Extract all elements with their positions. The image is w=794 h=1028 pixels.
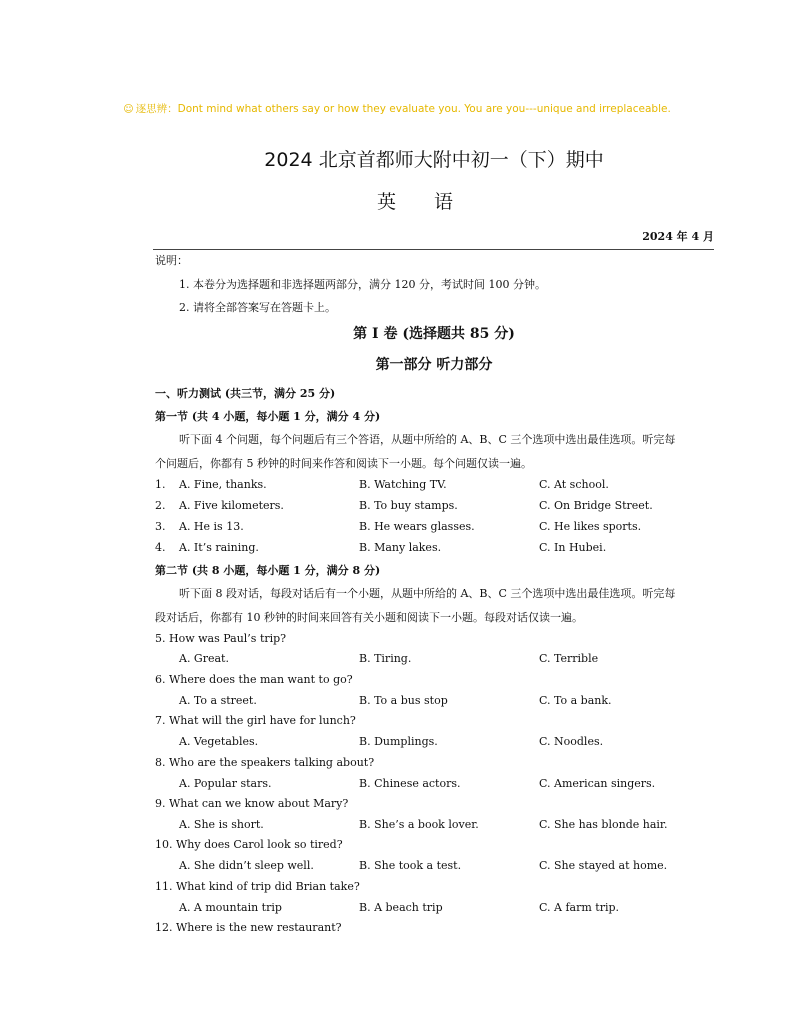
option-a: A. Great. — [179, 652, 229, 665]
sub1-instruction: 个问题后，你都有 5 秒钟的时间来作答和阅读下一小题。每个问题仅读一遍。 — [155, 457, 532, 470]
option-a: A. She is short. — [179, 818, 264, 831]
option-c: C. On Bridge Street. — [539, 499, 653, 512]
option-c: C. A farm trip. — [539, 901, 620, 914]
motto-banner — [0, 101, 794, 116]
sub2-instruction: 听下面 8 段对话，每段对话后有一个小题，从题中所给的 A、B、C 三个选项中选出最佳选项。听完每 — [179, 587, 676, 600]
question-text: 8. Who are the speakers talking about? — [155, 756, 375, 769]
option-c: C. At school. — [539, 478, 609, 491]
option-c: C. In Hubei. — [539, 541, 607, 554]
option-c: C. He likes sports. — [539, 520, 642, 533]
question-text: 6. Where does the man want to go? — [155, 673, 353, 686]
option-b: B. He wears glasses. — [359, 520, 475, 533]
option-a: A. It’s raining. — [179, 541, 259, 554]
option-c: C. American singers. — [539, 777, 656, 790]
question-text: 11. What kind of trip did Brian take? — [155, 880, 360, 893]
option-b: B. Chinese actors. — [359, 777, 461, 790]
section1-title: 一、听力测试 (共三节，满分 25 分) — [155, 387, 336, 400]
exam-date: 2024 年 4 月 — [642, 230, 714, 243]
option-b: B. Dumplings. — [359, 735, 438, 748]
question-text: 10. Why does Carol look so tired? — [155, 838, 343, 851]
option-c: C. Terrible — [539, 652, 599, 665]
motto-text: 逐思辨：Dont mind what others say or how they evaluate you. You are you---unique and irreplaceable. — [135, 103, 671, 115]
question-number: 1. — [155, 478, 166, 491]
option-a: A. Fine, thanks. — [179, 478, 267, 491]
option-b: B. To a bus stop — [359, 694, 448, 707]
sub2-title: 第二节 (共 8 小题，每小题 1 分，满分 8 分) — [155, 564, 381, 577]
part-title: 第一部分 听力部分 — [375, 357, 493, 373]
question-text: 7. What will the girl have for lunch? — [155, 714, 356, 727]
option-b: B. Watching TV. — [359, 478, 447, 491]
volume-title: 第 I 卷 (选择题共 85 分) — [353, 326, 515, 342]
question-number: 4. — [155, 541, 166, 554]
option-b: B. Tiring. — [359, 652, 412, 665]
option-c: C. Noodles. — [539, 735, 604, 748]
question-number: 2. — [155, 499, 166, 512]
option-b: B. She took a test. — [359, 859, 462, 872]
note-item: 2. 请将全部答案写在答题卡上。 — [179, 301, 336, 314]
sub1-instruction: 听下面 4 个问题，每个问题后有三个答语，从题中所给的 A、B、C 三个选项中选出最佳选项。听完每 — [179, 433, 676, 446]
option-a: A. He is 13. — [179, 520, 244, 533]
option-c: C. She stayed at home. — [539, 859, 668, 872]
option-a: A. To a street. — [179, 694, 257, 707]
option-b: B. She’s a book lover. — [359, 818, 479, 831]
question-text: 5. How was Paul’s trip? — [155, 632, 287, 645]
sub2-instruction: 段对话后，你都有 10 秒钟的时间来回答有关小题和阅读下一小题。每段对话仅读一遍。 — [155, 611, 583, 624]
header-divider — [153, 249, 714, 250]
option-c: C. To a bank. — [539, 694, 612, 707]
option-b: B. Many lakes. — [359, 541, 442, 554]
question-text: 12. Where is the new restaurant? — [155, 921, 342, 934]
question-text: 9. What can we know about Mary? — [155, 797, 349, 810]
smile-icon: ☺ — [123, 104, 134, 115]
subject-title: 英语 — [376, 191, 491, 213]
option-a: A. Vegetables. — [179, 735, 259, 748]
option-a: A. Popular stars. — [179, 777, 272, 790]
option-c: C. She has blonde hair. — [539, 818, 668, 831]
option-a: A. A mountain trip — [179, 901, 282, 914]
sub1-title: 第一节 (共 4 小题，每小题 1 分，满分 4 分) — [155, 410, 381, 423]
notes-label: 说明： — [155, 254, 188, 267]
option-b: B. To buy stamps. — [359, 499, 458, 512]
exam-title: 2024 北京首都师大附中初一（下）期中 — [264, 149, 604, 171]
question-number: 3. — [155, 520, 166, 533]
option-a: A. Five kilometers. — [179, 499, 284, 512]
note-item: 1. 本卷分为选择题和非选择题两部分，满分 120 分，考试时间 100 分钟。 — [179, 278, 546, 291]
option-b: B. A beach trip — [359, 901, 443, 914]
option-a: A. She didn’t sleep well. — [179, 859, 314, 872]
